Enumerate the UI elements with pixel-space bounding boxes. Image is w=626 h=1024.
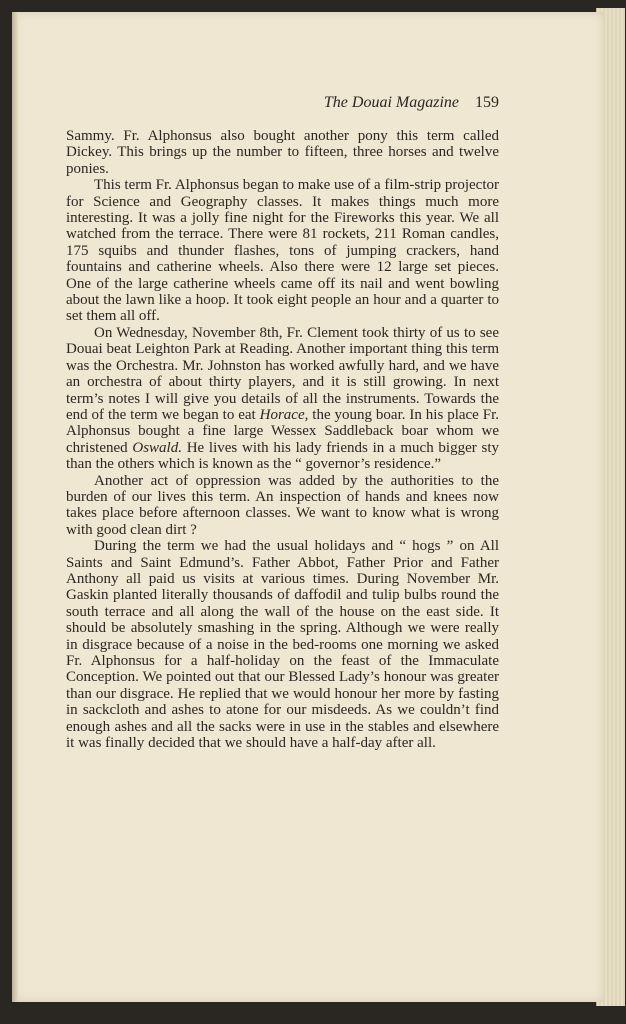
gutter-shadow — [12, 12, 18, 1002]
body-text — [66, 128, 499, 751]
oswald-name: Oswald. — [132, 439, 182, 456]
paragraph-3 — [66, 325, 499, 473]
paragraph-2: This term Fr. Alphonsus began to make use of a film-strip projector for Science and Geography classes. It makes things much more interesting. It was a jolly fine night for the Fireworks this year. We all watched from the terrace. There were 81 rockets, 211 Roman candles, 175 squibs and thunder flashes, tons of jumping crackers, hand fountains and catherine wheels. Also there were 12 large set pieces. One of the large catherine wheels came off its nail and went bowling about the lawn like a hoop. It took eight people an hour and a quarter to set them all off. — [66, 177, 499, 325]
paragraph-1: Sammy. Fr. Alphonsus also bought another pony this term called Dickey. This brings up the number to fifteen, three horses and twelve ponies. — [66, 128, 499, 177]
running-head — [66, 94, 499, 112]
paragraph-3-part-b: the young boar. In his place Fr. Alphonsus bought a fine large Wessex Saddleback boar whom we christened — [66, 406, 500, 456]
page-number: 159 — [475, 94, 499, 111]
paragraph-4: Another act of oppression was added by the authorities to the burden of our lives this term. An inspection of hands and knees now takes place before afternoon classes. We want to know what is wrong with good clean dirt ? — [66, 472, 499, 538]
paragraph-3-part-a: On Wednesday, November 8th, Fr. Clement took thirty of us to see Douai beat Leighton Park at Reading. Another important thing this term was the Orchestra. Mr. Johnston has worked awfully hard, and we have an orchestra of about thirty players, and it is still growing. In next term’s notes I will give you details of all the instruments. Towards the end of the term we began to eat — [66, 324, 499, 423]
horace-name: Horace, — [259, 406, 309, 423]
journal-title: The Douai Magazine — [323, 94, 459, 111]
paragraph-3-part-c: He lives with his lady friends in a much bigger sty than the others which is known as the “ governor’s residence.” — [66, 439, 499, 473]
paragraph-5: During the term we had the usual holidays and “ hogs ” on All Saints and Saint Edmund’s. Father Abbot, Father Prior and Father Anthony all paid us visits at various times. During November Mr. Gaskin planted literally thousands of daffodil and tulip bulbs round the south terrace and all along the wall of the house on the east side. It should be absolutely smashing in the spring. Although we were really in disgrace because of a noise in the bed-rooms one morning we asked Fr. Alphonsus for a half-holiday on the feast of the Immaculate Conception. We pointed out that our Blessed Lady’s honour was greater than our disgrace. He replied that we would honour her more by fasting in sackcloth and ashes to atone for our misdeeds. As we couldn’t find enough ashes and all the sacks were in use in the stables and elsewhere it was finally decided that we should have a half-day after all. — [66, 538, 499, 752]
